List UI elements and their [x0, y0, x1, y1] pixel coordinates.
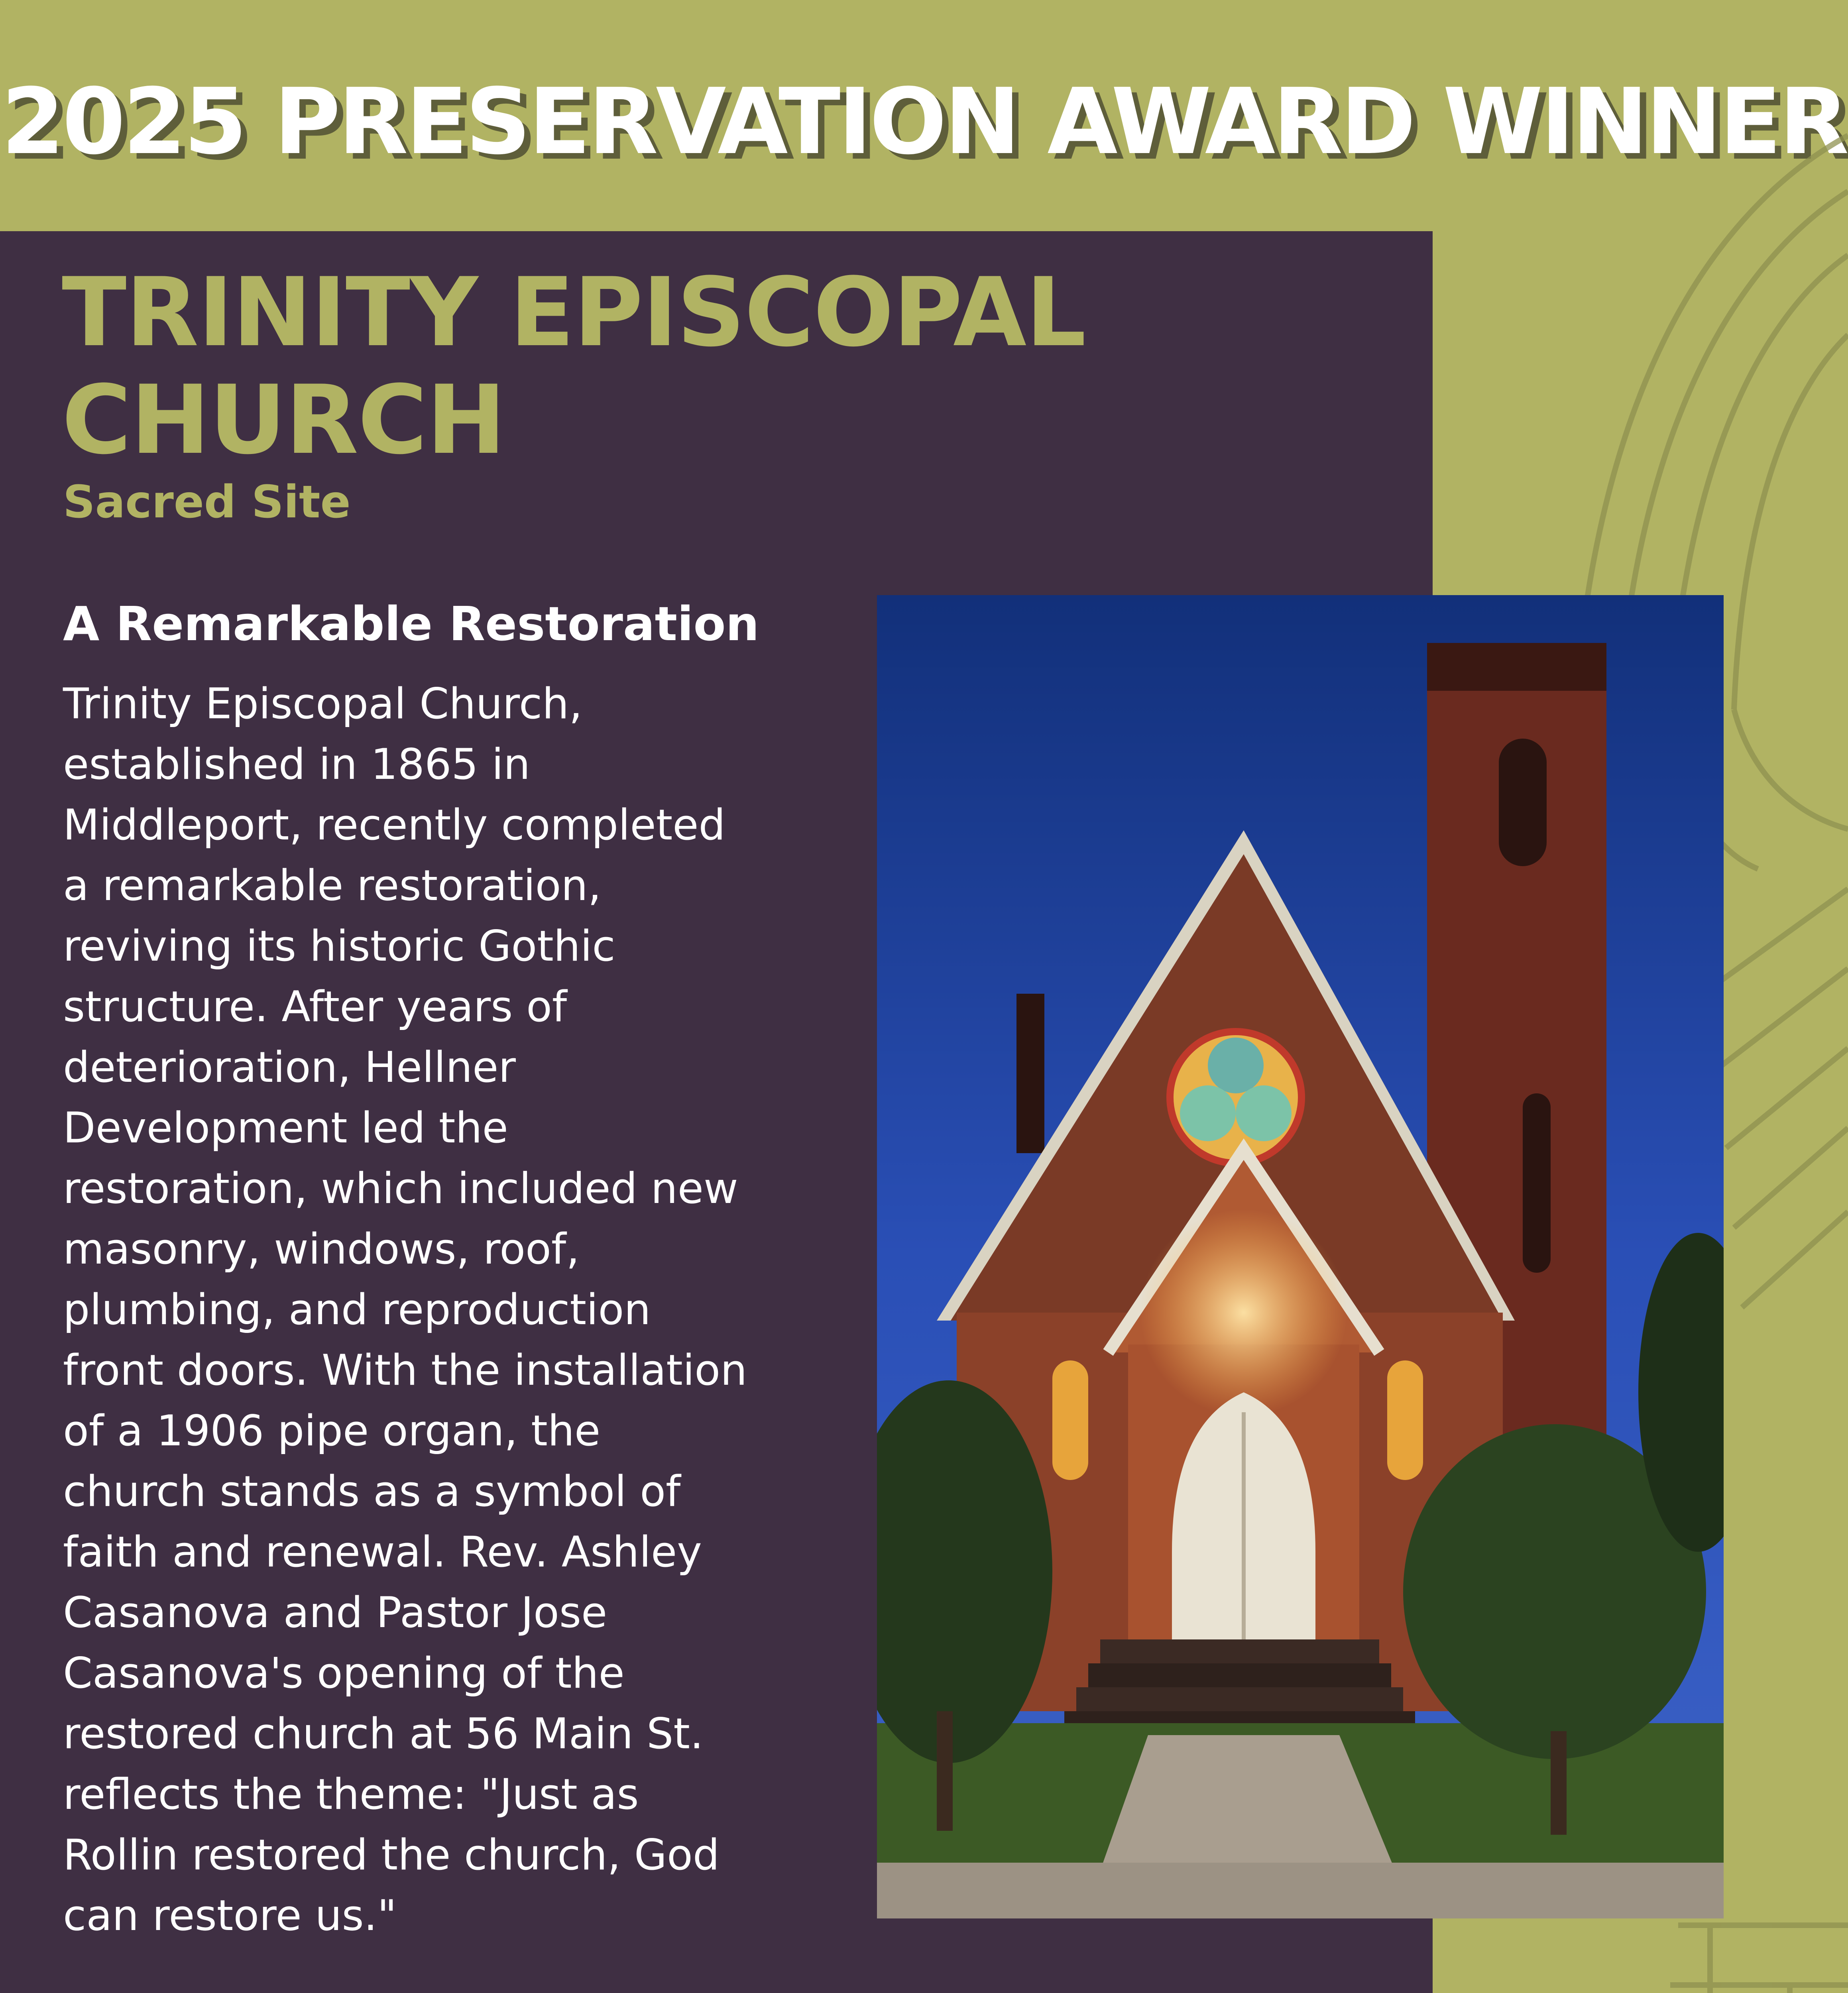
award-title: 2025 PRESERVATION AWARD WINNER: [1, 69, 1847, 175]
church-photo: [877, 595, 1724, 1918]
article-body: Trinity Episcopal Church, established in 1865 in Middleport, recently completed a remarkable restoration, reviving its historic Gothic structure. After years of deterioration, Hellner Development led the restoration, which included new masonry, windows, roof, plumbing, and reproduction front doors. With the installation of a 1906 pipe organ, the church stands as a symbol of faith and renewal. Rev. Ashley Casanova and Pastor Jose Casanova's opening of the restored church at 56 Main St. reflects the theme: "Just as Rollin restored the church, God can restore us.": [63, 679, 747, 1940]
section-heading: A Remarkable Restoration: [63, 596, 759, 651]
site-category: Sacred Site: [63, 476, 351, 528]
site-title: TRINITY EPISCOPAL CHURCH: [62, 257, 1085, 476]
